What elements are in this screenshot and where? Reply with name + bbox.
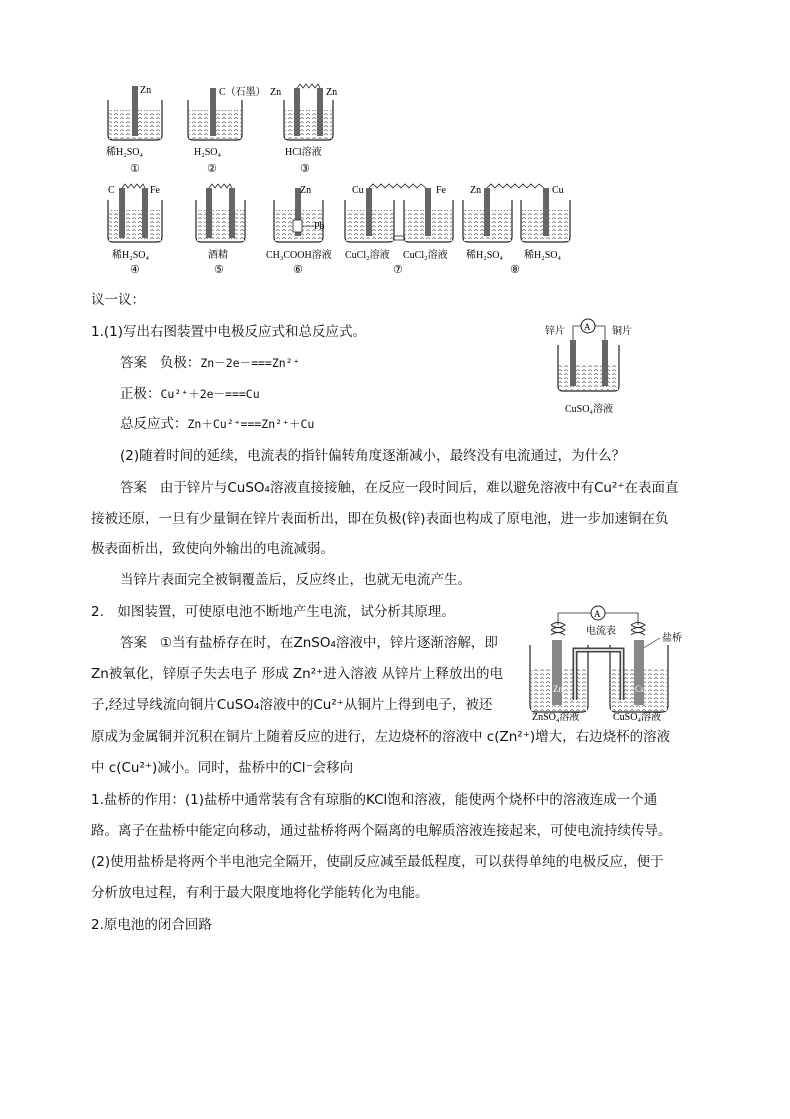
galvanic-cell-figure <box>545 319 632 415</box>
ammeter-symbol: A <box>584 322 591 332</box>
salt-bridge-l3: (2)使用盐桥是将两个半电池完全隔开，使副反应减至最低程度，可以获得单纯的电极反应，便于 <box>91 854 664 870</box>
solution-label: H₂SO₄ <box>194 147 221 158</box>
setup-number: ⑧ <box>510 264 520 276</box>
electrode-label: C <box>108 185 115 196</box>
answer-label: 答案 <box>120 355 147 371</box>
solution-label: CH₃COOH溶液 <box>266 250 332 261</box>
q2-answer-l2: Zn被氧化，锌原子失去电子 形成 Zn²⁺进入溶液 从锌片上释放出的电 <box>91 666 504 682</box>
solution-label: 稀H₂SO₄ <box>466 250 503 261</box>
answer-text: ①当有盐桥存在时，在ZnSO₄溶液中，锌片逐渐溶解，即 <box>159 635 498 651</box>
setup-number: ⑦ <box>393 264 403 276</box>
zinc-label: 锌片 <box>545 326 565 337</box>
setup-number: ⑤ <box>214 264 224 276</box>
solution-label: 稀H₂SO₄ <box>106 147 143 158</box>
electrode-label: C（石墨） <box>219 87 266 98</box>
salt-bridge-l2: 路。离子在盐桥中能定向移动，通过盐桥将两个隔离的电解质溶液连接起来，可使电流持续传导。 <box>91 823 672 839</box>
setup-number: ⑥ <box>293 264 303 276</box>
negative-equation: Zn－2e－===Zn²⁺ <box>200 356 300 370</box>
setup-number: ② <box>207 163 217 175</box>
q2-answer-l1 <box>120 633 498 653</box>
answer-label: 答案 <box>120 480 147 496</box>
electrode-label: Zn <box>326 87 338 98</box>
beaker-6 <box>266 185 332 276</box>
q1-answer-line <box>120 353 300 373</box>
q1-question: 1.(1)写出右图装置中电极反应式和总反应式。 <box>91 324 367 340</box>
closed-circuit-heading: 2.原电池的闭合回路 <box>91 917 212 933</box>
negative-label: 负极： <box>159 355 201 371</box>
q1-part2-answer-l3: 极表面析出，致使向外输出的电流减弱。 <box>91 541 334 557</box>
copper-label: 铜片 <box>612 326 632 337</box>
electrode-label: Zn <box>140 85 152 96</box>
beaker-5 <box>196 184 245 276</box>
salt-bridge-l1: 1.盐桥的作用：(1)盐桥中通常装有含有琼脂的KCl饱和溶液，能使两个烧杯中的溶液连成一个通 <box>91 792 658 808</box>
positive-label: 正极： <box>120 386 161 402</box>
beaker-2 <box>188 86 266 175</box>
answer-text: 由于锌片与CuSO₄溶液直接接触，在反应一段时间后，难以避免溶液中有Cu²⁺在表面直 <box>159 480 679 496</box>
positive-equation: Cu²⁺＋2e－===Cu <box>160 387 260 401</box>
q2-answer-l4: 原成为金属铜并沉积在铜片上随着反应的进行，左边烧杯的溶液中 c(Zn²⁺)增大，右边烧杯的溶液 <box>91 729 671 745</box>
ammeter-label: 电流表 <box>586 626 616 637</box>
electrode-label: Zn <box>270 87 282 98</box>
q2-question: 2. 如图装置，可使原电池不断地产生电流，试分析其原理。 <box>91 604 455 620</box>
beaker-4 <box>108 184 162 276</box>
cu-electrode-label: Cu <box>635 684 646 694</box>
electrode-label: Zn <box>300 185 312 196</box>
beaker-pair-7 <box>345 184 453 276</box>
setup-number: ④ <box>130 264 140 276</box>
solution-label: 稀H₂SO₄ <box>524 250 561 261</box>
electrode-label: Fe <box>436 185 446 196</box>
zn-electrode-label: Zn <box>553 684 563 694</box>
salt-bridge-label: 盐桥 <box>662 633 682 644</box>
electrode-label: Cu <box>552 185 564 196</box>
setup-number: ③ <box>300 163 310 175</box>
total-label: 总反应式： <box>120 416 188 432</box>
electrode-label: Cu <box>352 185 364 196</box>
beaker-3 <box>270 84 337 175</box>
beaker-1 <box>106 85 162 175</box>
discuss-heading: 议一议： <box>91 292 145 308</box>
q1-total-line <box>120 414 314 434</box>
right-solution-label: CuSO₄溶液 <box>613 712 661 723</box>
total-equation: Zn＋Cu²⁺===Zn²⁺＋Cu <box>187 417 315 431</box>
q1-part2-question: (2)随着时间的延续，电流表的指针偏转角度逐渐减小，最终没有电流通过，为什么？ <box>120 448 626 464</box>
solution-label: 酒精 <box>208 250 228 261</box>
solution-label: CuCl₂溶液 <box>345 250 390 261</box>
q1-part2-answer-l2: 接被还原，一旦有少量铜在锌片表面析出，即在负极(锌)表面也构成了原电池，进一步加速铜在负 <box>91 511 669 527</box>
q1-part2-answer-l4: 当锌片表面完全被铜覆盖后，反应终止，也就无电流产生。 <box>120 572 471 588</box>
q2-answer-l3: 子,经过导线流向铜片CuSO₄溶液中的Cu²⁺从铜片上得到电子，被还 <box>91 697 493 713</box>
left-solution-label: ZnSO₄溶液 <box>532 712 580 723</box>
solution-label: HCl溶液 <box>285 147 322 158</box>
q2-answer-l5: 中 c(Cu²⁺)减小。同时，盐桥中的Cl⁻会移向 <box>91 760 354 776</box>
electrode-label: Pb <box>314 221 325 232</box>
beaker-pair-8 <box>463 184 570 276</box>
electrode-label: Zn <box>470 185 482 196</box>
ammeter-symbol: A <box>594 609 601 619</box>
answer-label: 答案 <box>120 635 147 651</box>
solution-label: CuCl₂溶液 <box>403 250 448 261</box>
salt-bridge-cell-figure <box>530 606 682 723</box>
solution-label: CuSO₄溶液 <box>565 404 613 415</box>
setup-number: ① <box>130 163 140 175</box>
q1-positive-line <box>120 384 260 404</box>
q1-part2-answer-l1 <box>120 478 678 498</box>
salt-bridge-l4: 分析放电过程，有利于最大限度地将化学能转化为电能。 <box>91 885 429 901</box>
electrode-label: Fe <box>150 185 160 196</box>
solution-label: 稀H₂SO₄ <box>112 250 149 261</box>
